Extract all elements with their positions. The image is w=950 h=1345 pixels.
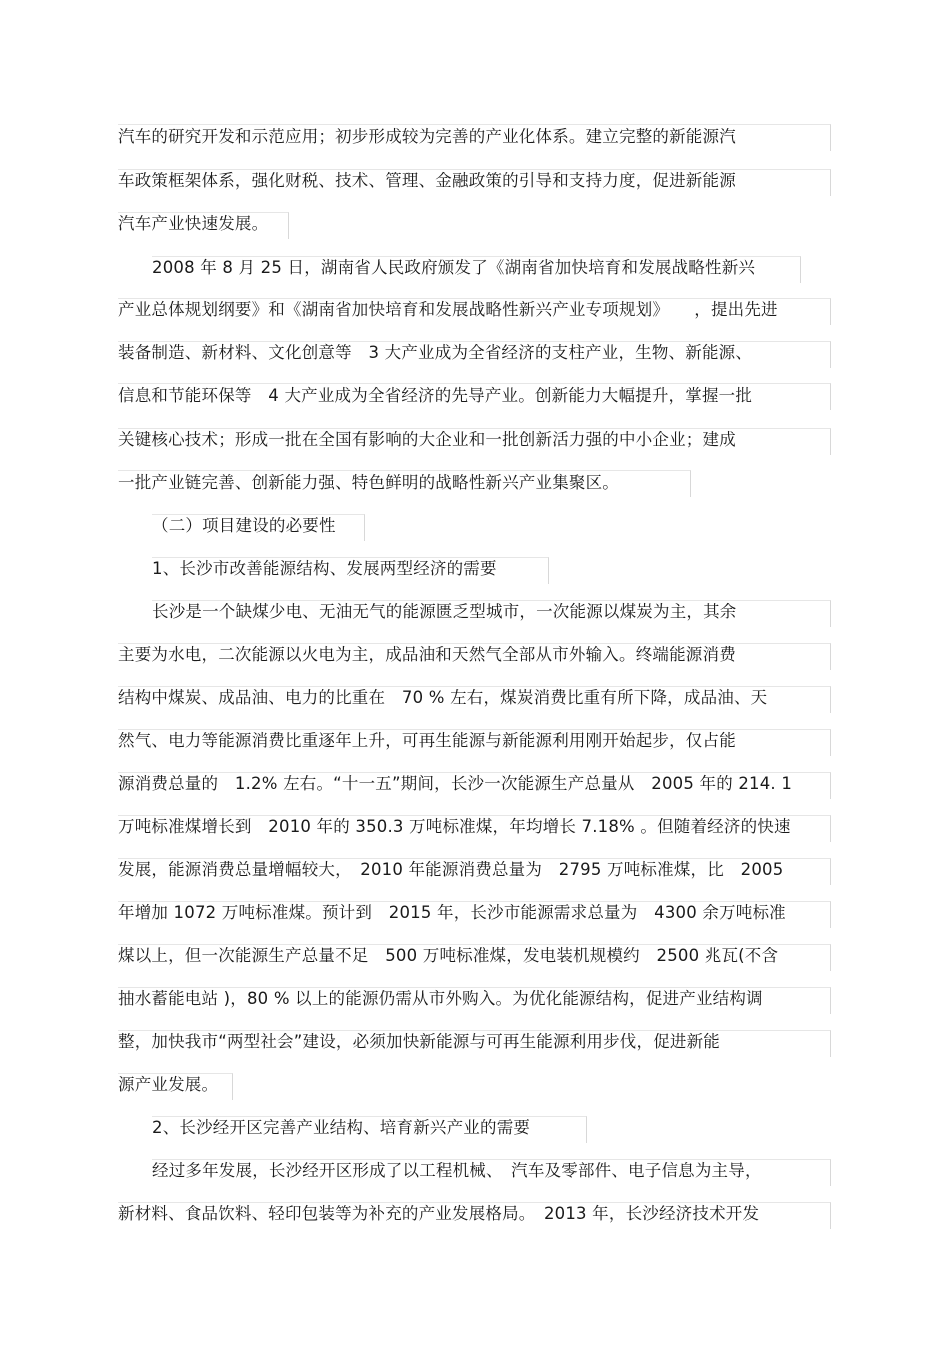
paragraph-line: 抽水蓄能电站 )，80 % 以上的能源仍需从市外购入。为优化能源结构，促进产业结构调 [118, 989, 763, 1008]
paragraph-line: 长沙是一个缺煤少电、无油无气的能源匮乏型城市，一次能源以煤炭为主，其余 [152, 602, 737, 621]
paragraph-line: 结构中煤炭、成品油、电力的比重在 70 % 左右，煤炭消费比重有所下降，成品油、天 [118, 688, 768, 707]
section-heading: （二）项目建设的必要性 [152, 516, 336, 535]
paragraph-line: 然气、电力等能源消费比重逐年上升，可再生能源与新能源利用刚开始起步，仅占能 [118, 731, 736, 750]
paragraph-line: 新材料、食品饮料、轻印包装等为补充的产业发展格局。 2013 年，长沙经济技术开发 [118, 1204, 760, 1223]
paragraph-line: 经过多年发展，长沙经开区形成了以工程机械、 汽车及零部件、电子信息为主导， [152, 1161, 762, 1180]
paragraph-line: 煤以上，但一次能源生产总量不足 500 万吨标准煤，发电装机规模约 2500 兆瓦(不含 [118, 946, 779, 965]
paragraph-line: 万吨标准煤增长到 2010 年的 350.3 万吨标准煤，年均增长 7.18% 。但随着经济的快速 [118, 817, 791, 836]
paragraph-line: 源消费总量的 1.2% 左右。“十一五”期间，长沙一次能源生产总量从 2005 年的 214. 1 [118, 774, 793, 793]
paragraph-line: 信息和节能环保等 4 大产业成为全省经济的先导产业。创新能力大幅提升，掌握一批 [118, 386, 753, 405]
paragraph-line: 产业总体规划纲要》和《湖南省加快培育和发展战略性新兴产业专项规划》 ，提出先进 [118, 300, 778, 319]
paragraph-line: 年增加 1072 万吨标准煤。预计到 2015 年，长沙市能源需求总量为 4300 余万吨标准 [118, 903, 786, 922]
paragraph-line: 关键核心技术；形成一批在全国有影响的大企业和一批创新活力强的中小企业；建成 [118, 430, 736, 449]
paragraph-line: 车政策框架体系，强化财税、技术、管理、金融政策的引导和支持力度，促进新能源 [118, 171, 736, 190]
subsection-heading: 2、长沙经开区完善产业结构、培育新兴产业的需要 [152, 1118, 531, 1137]
paragraph-line: 主要为水电，二次能源以火电为主，成品油和天然气全部从市外输入。终端能源消费 [118, 645, 736, 664]
paragraph-line: 2008 年 8 月 25 日，湖南省人民政府颁发了《湖南省加快培育和发展战略性新兴 [152, 258, 756, 277]
paragraph-line: 源产业发展。 [118, 1075, 219, 1094]
paragraph-line: 整，加快我市“两型社会”建设，必须加快新能源与可再生能源利用步伐，促进新能 [118, 1032, 720, 1051]
subsection-heading: 1、长沙市改善能源结构、发展两型经济的需要 [152, 559, 497, 578]
paragraph-line: 发展，能源消费总量增幅较大， 2010 年能源消费总量为 2795 万吨标准煤，比 2005 [118, 860, 784, 879]
paragraph-line: 装备制造、新材料、文化创意等 3 大产业成为全省经济的支柱产业，生物、新能源、 [118, 343, 753, 362]
paragraph-line: 汽车产业快速发展。 [118, 214, 269, 233]
paragraph-line: 汽车的研究开发和示范应用；初步形成较为完善的产业化体系。建立完整的新能源汽 [118, 127, 736, 146]
paragraph-line: 一批产业链完善、创新能力强、特色鲜明的战略性新兴产业集聚区。 [118, 473, 619, 492]
